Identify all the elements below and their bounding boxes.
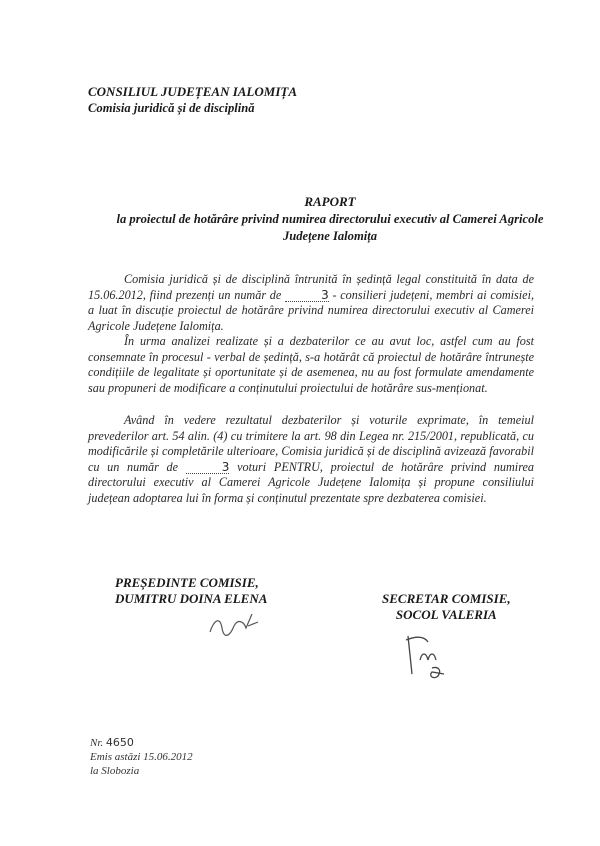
document-number xyxy=(90,736,134,750)
issue-place: la Slobozia xyxy=(90,765,140,777)
commission-name: Comisia juridică și de disciplină xyxy=(88,101,255,115)
president-name: DUMITRU DOINA ELENA xyxy=(115,591,268,606)
president-signature xyxy=(200,606,270,642)
secretary-name: SOCOL VALERIA xyxy=(395,607,497,622)
members-count-handwritten: 3 xyxy=(285,289,329,302)
report-title: RAPORT xyxy=(304,194,356,209)
votes-count-handwritten: 3 xyxy=(186,461,230,474)
issue-date: Emis astăzi 15.06.2012 xyxy=(90,751,193,763)
president-role: PREȘEDINTE COMISIE, xyxy=(115,575,259,590)
paragraph-2: În urma analizei realizate și a dezbaterilor ce au avut loc, astfel cum au fost consemnate în procesul - verbal de ședință, s-a hotărât că proiectul de hotărâre întrunește condițiile de legalitate și oportunitate și de asemenea, nu au fost formulate amendamente sau propuneri de modificare a conținutului proiectului de hotărâre sus-menționat. xyxy=(88,334,534,395)
nr-label: Nr. xyxy=(90,737,104,749)
secretary-signature xyxy=(398,630,458,680)
paragraph-3 xyxy=(88,413,534,506)
secretary-role: SECRETAR COMISIE, xyxy=(382,591,511,606)
p3-text-end: voturi PENTRU, proiectul de hotărâre privind numirea directorului executiv al Camerei Agricole Județene Ialomița și propune consiliului județean adoptarea lui în forma și conținutul prezentate spre dezbaterea comisiei. xyxy=(88,459,534,505)
p3-text-start: Având în vedere rezultatul dezbaterilor și voturile exprimate, în temeiul prevederilor art. 54 alin. (4) cu trimitere la art. 98 din Legea nr. 215/2001, republicată, cu modificările și completările ulterioare, Comisia juridică și de disciplină avizează favorabil cu un număr de xyxy=(88,413,534,474)
president-block xyxy=(115,575,267,607)
institution-name: CONSILIUL JUDEȚEAN IALOMIȚA xyxy=(88,84,297,99)
report-subtitle-line1: la proiectul de hotărâre privind numirea directorului executiv al Camerei Agricole xyxy=(116,212,544,226)
p1-text-end: - consilieri județeni, membri ai comisiei, a luat în discuție proiectul de hotărâre privind numirea directorului executiv al Camerei Agricole Județene Ialomița. xyxy=(88,287,534,333)
secretary-block xyxy=(382,591,511,623)
paragraph-1 xyxy=(88,272,534,334)
p1-text-start: Comisia juridică și de disciplină întrunită în ședință legal constituită în data de 15.06.2012, fiind prezenți un număr de xyxy=(88,272,534,302)
nr-value: 4650 xyxy=(105,736,134,749)
report-subtitle-line2: Județene Ialomița xyxy=(282,229,378,243)
